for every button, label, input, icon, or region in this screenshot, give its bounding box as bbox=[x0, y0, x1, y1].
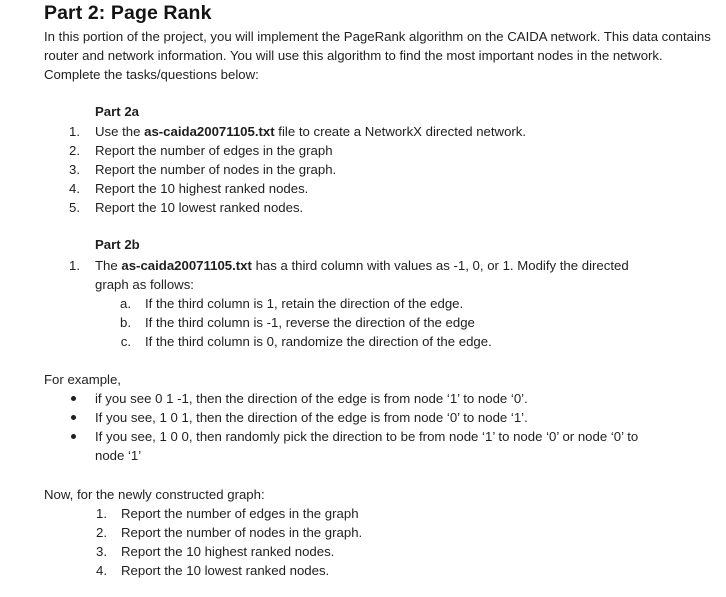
now-heading: Now, for the newly constructed graph: bbox=[44, 487, 265, 502]
list-letter: c. bbox=[120, 334, 131, 349]
list-number: 4. bbox=[96, 563, 107, 578]
list-text-continuation: graph as follows: bbox=[95, 277, 194, 292]
intro-paragraph: In this portion of the project, you will implement the PageRank algorithm on the CAIDA network. This data contains router and network information. You will use this algorithm to find the most important nodes in the network. Complete the tasks/questions below: bbox=[44, 29, 711, 83]
list-number: 1. bbox=[69, 258, 80, 273]
list-number: 4. bbox=[69, 181, 80, 196]
list-text: Report the number of edges in the graph bbox=[121, 506, 359, 521]
list-number: 3. bbox=[96, 544, 107, 559]
list-letter: a. bbox=[120, 296, 131, 311]
list-text: If you see, 1 0 0, then randomly pick the direction to be from node ‘1’ to node ‘0’ or node ‘0’ to bbox=[95, 429, 639, 444]
list-text: If you see, 1 0 1, then the direction of the edge is from node ‘0’ to node ‘1’. bbox=[95, 410, 528, 425]
page-title: Part 2: Page Rank bbox=[44, 2, 212, 24]
part-2a-heading: Part 2a bbox=[95, 104, 139, 119]
list-text: If the third column is 0, randomize the direction of the edge. bbox=[145, 334, 492, 349]
filename: as-caida20071105.txt bbox=[121, 258, 252, 273]
list-text: Report the 10 highest ranked nodes. bbox=[121, 544, 335, 559]
list-text: Report the 10 highest ranked nodes. bbox=[95, 181, 309, 196]
list-text-continuation: node ‘1’ bbox=[95, 448, 142, 463]
list-number: 5. bbox=[69, 200, 80, 215]
list-number: 1. bbox=[69, 124, 80, 139]
list-text: Report the number of edges in the graph bbox=[95, 143, 333, 158]
list-number: 2. bbox=[96, 525, 107, 540]
list-number: 1. bbox=[96, 506, 107, 521]
bullet-icon bbox=[71, 415, 76, 420]
example-heading: For example, bbox=[44, 372, 121, 387]
list-text: Report the number of nodes in the graph. bbox=[95, 162, 337, 177]
filename: as-caida20071105.txt bbox=[144, 124, 275, 139]
list-number: 3. bbox=[69, 162, 80, 177]
list-text: If the third column is -1, reverse the direction of the edge bbox=[145, 315, 475, 330]
list-text: If the third column is 1, retain the direction of the edge. bbox=[145, 296, 464, 311]
list-number: 2. bbox=[69, 143, 80, 158]
list-text: Use the as-caida20071105.txt file to create a NetworkX directed network. bbox=[95, 124, 527, 139]
list-text: if you see 0 1 -1, then the direction of the edge is from node ‘1’ to node ‘0’. bbox=[95, 391, 528, 406]
list-text: Report the number of nodes in the graph. bbox=[121, 525, 363, 540]
list-text: Report the 10 lowest ranked nodes. bbox=[121, 563, 330, 578]
part-2b-heading: Part 2b bbox=[95, 237, 140, 252]
bullet-icon bbox=[71, 434, 76, 439]
list-text: The as-caida20071105.txt has a third column with values as -1, 0, or 1. Modify the directed bbox=[95, 258, 629, 273]
list-text: Report the 10 lowest ranked nodes. bbox=[95, 200, 304, 215]
list-letter: b. bbox=[120, 315, 131, 330]
bullet-icon bbox=[71, 396, 76, 401]
